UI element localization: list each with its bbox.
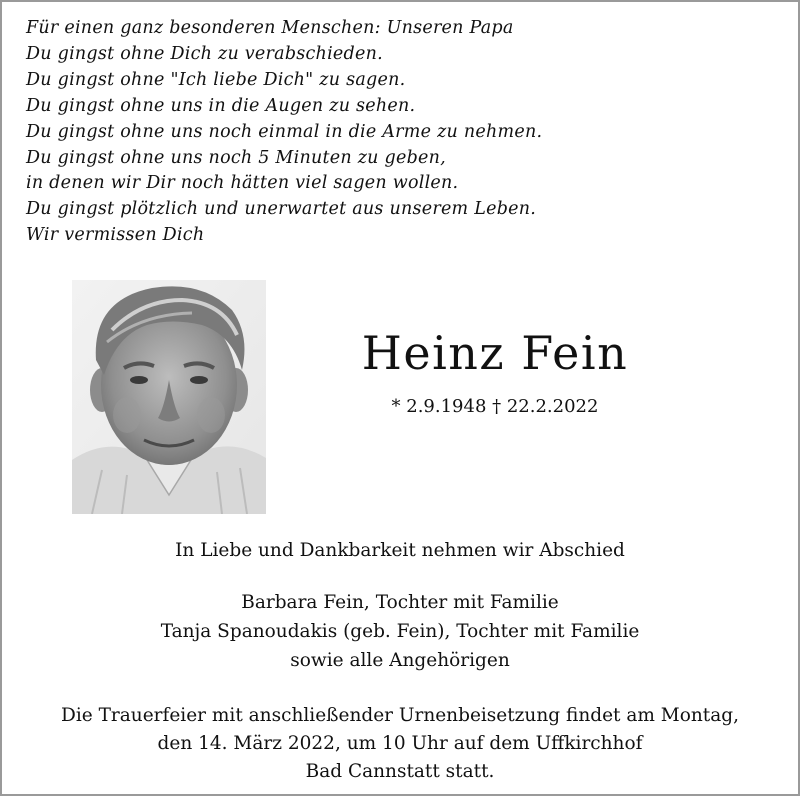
portrait-photo [72, 280, 266, 514]
mourner-entry: Barbara Fein, Tochter mit Familie [241, 592, 559, 613]
life-dates: * 2.9.1948 † 22.2.2022 [391, 396, 599, 417]
deceased-name: Heinz Fein [361, 326, 629, 380]
poem-line: Du gingst ohne "Ich liebe Dich" zu sagen. [26, 69, 406, 90]
mourner-entry: Tanja Spanoudakis (geb. Fein), Tochter mit Familie [160, 621, 640, 642]
poem-line: Du gingst ohne uns in die Augen zu sehen. [26, 95, 416, 116]
ceremony-line: den 14. März 2022, um 10 Uhr auf dem Uffkirchhof [157, 733, 643, 754]
poem-line: Für einen ganz besonderen Menschen: Unseren Papa [26, 18, 514, 38]
poem-line: Du gingst ohne uns noch 5 Minuten zu geben, [26, 147, 446, 168]
memorial-poem [26, 16, 542, 249]
farewell-line: In Liebe und Dankbarkeit nehmen wir Abschied [175, 540, 625, 561]
mourner-entry: sowie alle Angehörigen [290, 650, 510, 671]
ceremony-line: Die Trauerfeier mit anschließender Urnenbeisetzung findet am Montag, [61, 705, 739, 726]
poem-line: Du gingst plötzlich und unerwartet aus unserem Leben. [26, 199, 537, 220]
ceremony-details [0, 702, 800, 786]
ceremony-line: Bad Cannstatt statt. [305, 761, 495, 782]
poem-line: Du gingst ohne Dich zu verabschieden. [26, 43, 383, 64]
poem-line: Wir vermissen Dich [26, 225, 205, 246]
poem-line: in denen wir Dir noch hätten viel sagen wollen. [26, 173, 459, 194]
portrait-illustration [72, 280, 266, 514]
poem-line: Du gingst ohne uns noch einmal in die Arme zu nehmen. [26, 121, 543, 142]
mourners-list [0, 588, 800, 675]
